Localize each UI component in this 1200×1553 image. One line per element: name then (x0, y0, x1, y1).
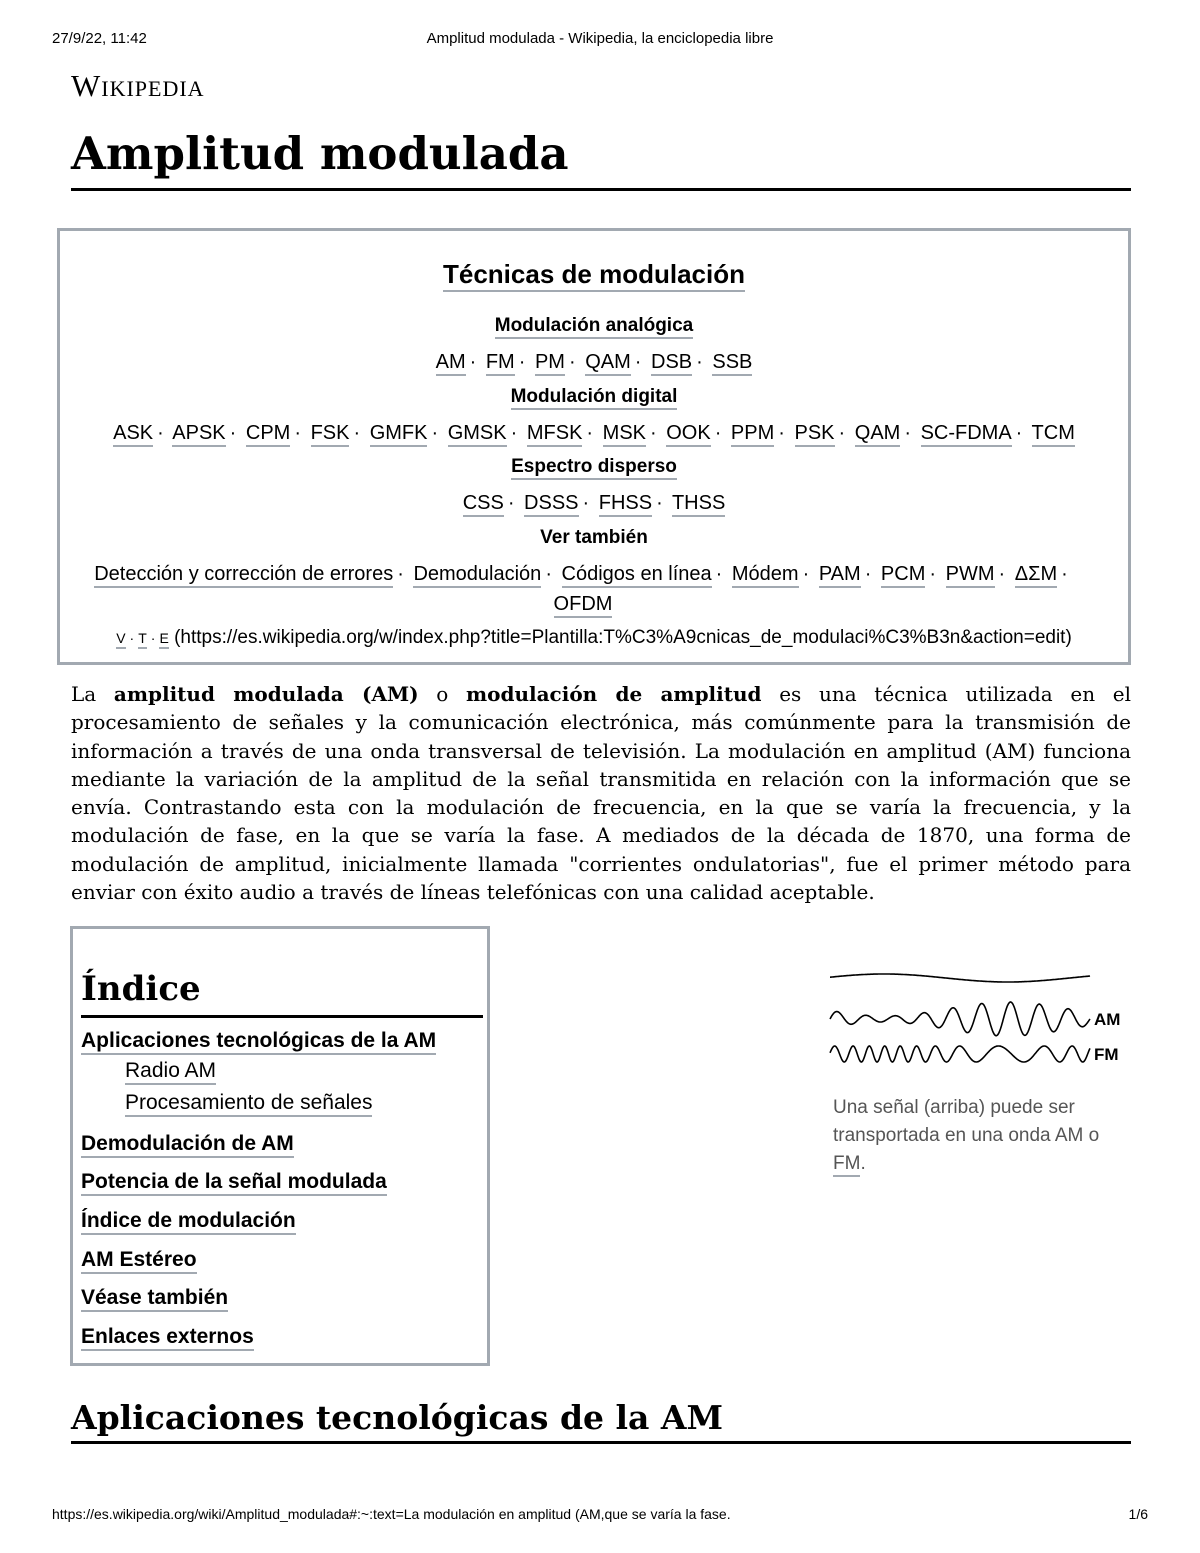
navbox-link[interactable]: CPM (246, 422, 290, 447)
toc-item-potencia[interactable]: Potencia de la señal modulada (81, 1170, 387, 1194)
navbox-separator: · (714, 422, 722, 444)
navbox-separator: · (634, 351, 642, 373)
navbox-link[interactable]: PM (535, 351, 565, 376)
navbox-separator: · (778, 422, 785, 444)
print-date: 27/9/22, 11:42 (52, 30, 147, 47)
navbox-link[interactable]: DSSS (524, 492, 578, 517)
print-footer (52, 1506, 1148, 1526)
navbox-link[interactable]: MSK (603, 422, 646, 447)
toc-title: Índice (81, 969, 201, 1009)
navbox-group-title-see-also: Ver también (540, 527, 648, 548)
bold-term-modulacion: modulación de amplitud (465, 682, 762, 706)
navbox-separator: · (507, 492, 515, 514)
navbox-link[interactable]: PSK (795, 422, 835, 447)
navbox-link[interactable]: ASK (113, 422, 153, 447)
toc-item-enlaces-externos[interactable]: Enlaces externos (81, 1325, 254, 1349)
navbox-separator: · (545, 563, 552, 585)
navbox-link[interactable]: QAM (585, 351, 631, 376)
navbox-group-links-spread (78, 488, 1110, 518)
navbox-separator: · (510, 422, 518, 444)
navbox-separator: · (1015, 422, 1023, 444)
navbox-link[interactable]: OOK (666, 422, 710, 447)
fm-wave (830, 1046, 1090, 1062)
toc-item-indice-modulacion[interactable]: Índice de modulación (81, 1209, 296, 1233)
toc-item-am-estereo[interactable]: AM Estéreo (81, 1248, 197, 1272)
navbox-link[interactable]: AM (436, 351, 466, 376)
toc-divider (81, 1015, 483, 1018)
navbox-separator: · (802, 563, 810, 585)
navbox-vte: V · T · E (https://es.wikipedia.org/w/index.php?title=Plantilla:T%C3%A9cnicas_de_modulaci%C3%B3n&action=edit) (116, 627, 1072, 648)
navbox-link[interactable]: Detección y corrección de errores (94, 563, 393, 588)
navbox-link[interactable]: PAM (819, 563, 861, 588)
navbox-link[interactable]: CSS (463, 492, 504, 517)
print-document-title: Amplitud modulada - Wikipedia, la enciclopedia libre (426, 30, 774, 47)
navbox-link[interactable]: PCM (881, 563, 925, 588)
toc-item-demodulacion[interactable]: Demodulación de AM (81, 1132, 294, 1156)
section-title-aplicaciones: Aplicaciones tecnológicas de la AM (71, 1398, 724, 1437)
vte-edit-url[interactable]: (https://es.wikipedia.org/w/index.php?title=Plantilla:T%C3%A9cnicas_de_modulaci%C3%B3n&action=edit) (174, 627, 1072, 648)
toc-item-radio-am[interactable]: Radio AM (125, 1059, 216, 1083)
am-wave (830, 1002, 1090, 1036)
wikipedia-logo[interactable]: Wikipedia (71, 68, 205, 103)
navbox-separator: · (568, 351, 576, 373)
navbox-group-title-spread: Espectro disperso (60, 456, 1128, 478)
signal-wave (830, 974, 1090, 982)
navbox-link[interactable]: PPM (731, 422, 774, 447)
navbox-separator: · (998, 563, 1006, 585)
navbox-separator: · (431, 422, 439, 444)
navbox-separator: · (294, 422, 301, 444)
print-header (52, 30, 1148, 50)
navbox-separator: · (696, 351, 703, 373)
section-divider (71, 1441, 1131, 1444)
am-fm-diagram (828, 966, 1138, 1076)
navbox-link[interactable]: GMFK (370, 422, 428, 447)
navbox-link[interactable]: ΔΣM (1015, 563, 1057, 588)
print-url: https://es.wikipedia.org/wiki/Amplitud_modulada#:~:text=La modulación en amplitud (AM,que se varía la fase. (52, 1506, 731, 1522)
navbox-link[interactable]: FSK (311, 422, 350, 447)
navbox-group-title-analog: Modulación analógica (60, 315, 1128, 337)
caption-fm-link[interactable]: FM (833, 1153, 860, 1177)
navbox-separator: · (157, 422, 164, 444)
navbox-link[interactable]: FM (486, 351, 515, 376)
figure-caption: Una señal (arriba) puede ser transportada en una onda AM o FM. (833, 1094, 1133, 1178)
toc-item-procesamiento[interactable]: Procesamiento de señales (125, 1091, 372, 1115)
bold-term-am: amplitud modulada (AM) (113, 682, 419, 706)
navbox-separator: · (518, 351, 526, 373)
navbox (57, 228, 1131, 665)
navbox-link[interactable]: THSS (672, 492, 725, 517)
toc-item-vease-tambien[interactable]: Véase también (81, 1286, 228, 1310)
navbox-link[interactable]: FHSS (599, 492, 652, 517)
navbox-separator: · (1061, 563, 1068, 585)
navbox-link[interactable]: PWM (946, 563, 995, 588)
navbox-link[interactable]: OFDM (554, 593, 613, 618)
navbox-group-links-see-also (78, 559, 1088, 619)
vte-view-link[interactable]: V (116, 630, 125, 649)
navbox-group-title-digital: Modulación digital (60, 386, 1128, 408)
navbox-separator: · (229, 422, 237, 444)
navbox-separator: · (929, 563, 937, 585)
navbox-link[interactable]: Demodulación (413, 563, 541, 588)
print-page-number: 1/6 (1128, 1506, 1148, 1522)
navbox-separator: · (582, 492, 590, 514)
vte-edit-link[interactable]: E (159, 630, 168, 649)
navbox-separator: · (586, 422, 594, 444)
navbox-link[interactable]: GMSK (448, 422, 507, 447)
intro-paragraph: La amplitud modulada (AM) o modulación de amplitud es una técnica utilizada en el procesamiento de señales y la comunicación electrónica, más comúnmente para la transmisión de información a través de una onda transversal de televisión. La modulación en amplitud (AM) funciona mediante la variación de la amplitud de la señal transmitida en relación con la información que se envía. Contrastando esta con la modulación de frecuencia, en la que se varía la frecuencia, y la modulación de fase, en la que se varía la fase. A mediados de la década de 1870, una forma de modulación de amplitud, inicialmente llamada "corrientes ondulatorias", fue el primer método para enviar con éxito audio a través de líneas telefónicas con una calidad aceptable. (71, 682, 1132, 905)
navbox-group-links-digital (78, 418, 1110, 448)
navbox-separator: · (715, 563, 723, 585)
navbox-link[interactable]: DSB (651, 351, 692, 376)
navbox-link[interactable]: TCM (1032, 422, 1075, 447)
navbox-link[interactable]: SSB (712, 351, 752, 376)
navbox-separator: · (904, 422, 911, 444)
navbox-link[interactable]: Códigos en línea (562, 563, 712, 588)
navbox-separator: · (656, 492, 663, 514)
navbox-link[interactable]: QAM (855, 422, 901, 447)
vte-talk-link[interactable]: T (138, 630, 147, 649)
page-title: Amplitud modulada (71, 127, 569, 180)
navbox-separator: · (650, 422, 657, 444)
table-of-contents (70, 926, 490, 1366)
navbox-link[interactable]: APSK (172, 422, 225, 447)
title-divider (71, 188, 1131, 191)
navbox-heading (60, 259, 1128, 290)
navbox-link[interactable]: SC-FDMA (921, 422, 1012, 447)
navbox-group-links-analog (78, 347, 1110, 377)
navbox-link[interactable]: Módem (732, 563, 799, 588)
navbox-separator: · (838, 422, 846, 444)
navbox-separator: · (397, 563, 404, 585)
navbox-separator: · (353, 422, 361, 444)
navbox-separator: · (469, 351, 477, 373)
toc-item-aplicaciones[interactable]: Aplicaciones tecnológicas de la AM (81, 1029, 436, 1053)
fm-label: FM (1094, 1045, 1119, 1064)
navbox-separator: · (864, 563, 872, 585)
navbox-link[interactable]: MFSK (527, 422, 583, 447)
navbox-heading-link[interactable]: Técnicas de modulación (443, 259, 745, 292)
am-label: AM (1094, 1010, 1121, 1029)
